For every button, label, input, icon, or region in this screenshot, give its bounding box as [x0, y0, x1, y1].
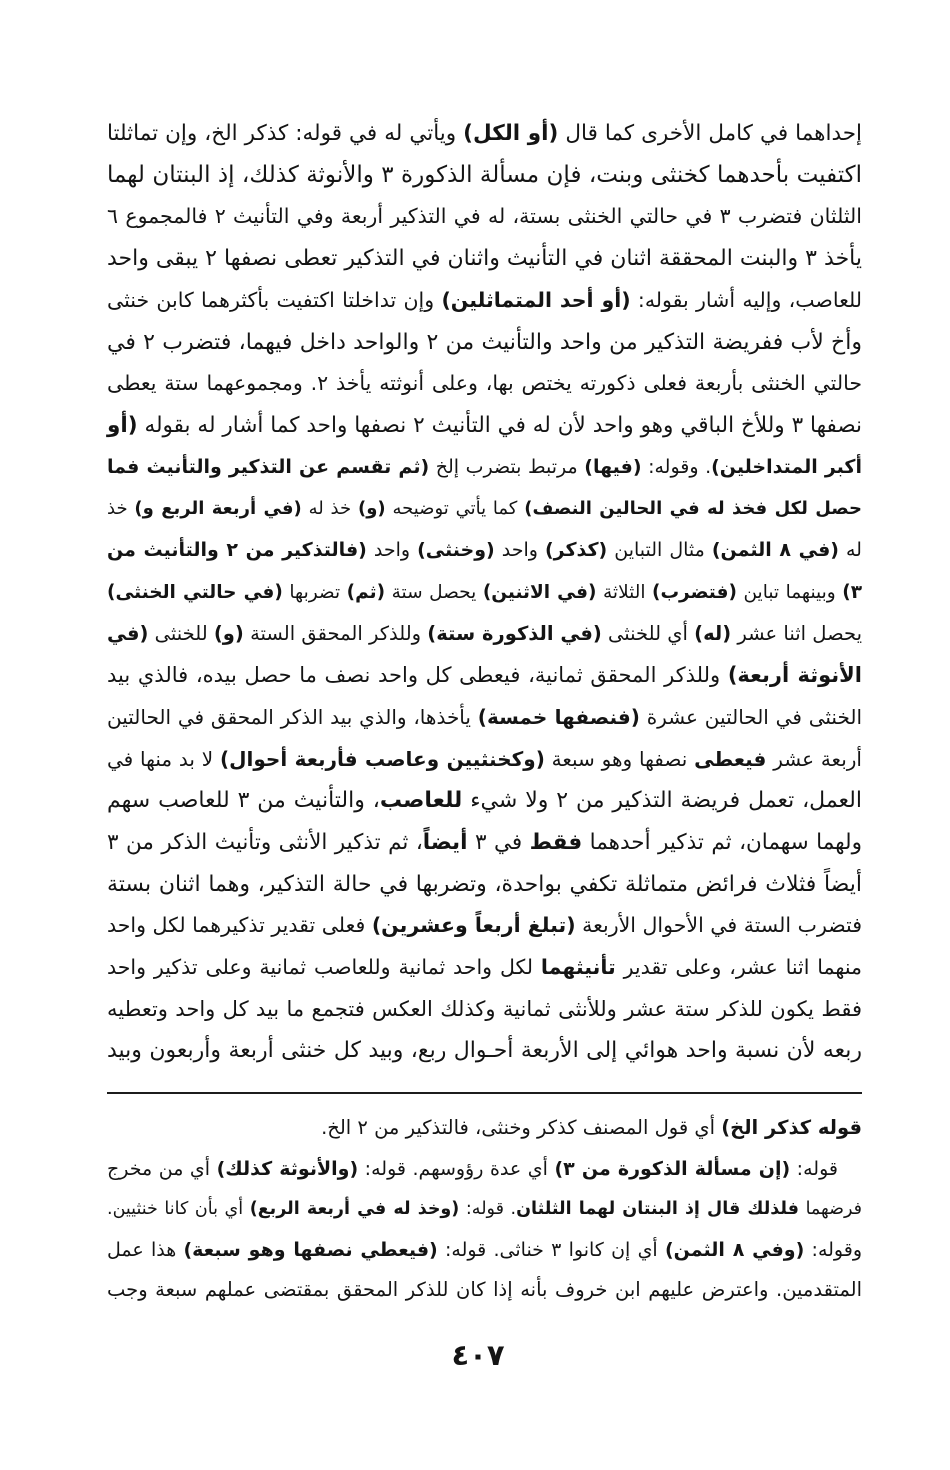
text-segment: فرضهما [798, 1199, 862, 1219]
bold-text-segment: فلذلك قال إذ البنتان لهما الثلثان [516, 1199, 799, 1219]
bold-text-segment: (في أربعة الربع و) [134, 498, 302, 520]
bold-text-segment: (ثم) [346, 581, 386, 603]
text-segment: وبينهما تباين [736, 581, 843, 603]
main-text-line [107, 780, 862, 822]
text-segment: أي للخنثى [601, 622, 695, 646]
bold-text-segment: أيضاً [422, 829, 468, 855]
main-text-line [107, 405, 862, 447]
text-segment: خذ [107, 498, 135, 520]
main-text-line [107, 322, 862, 364]
bold-text-segment: (وفي ٨ الثمن) [664, 1238, 805, 1261]
bold-text-segment: تأنيثهما [540, 955, 616, 980]
footnotes-block [107, 1108, 862, 1311]
text-segment: ربعه لأن نسبة واحد هوائي إلى الأربعة أحـوال ربع، وبيد كل خنثى أربعة وأربعون وبيد [107, 1038, 862, 1064]
bold-text-segment: ٣) [842, 581, 863, 603]
main-text-line [107, 1030, 862, 1072]
text-segment: للعاصب، وإليه أشار بقوله: [630, 287, 862, 312]
bold-text-segment: (إن مسألة الذكورة من ٣) [554, 1157, 791, 1180]
bold-text-segment: (تبلغ أربعاً وعشرين) [371, 913, 576, 938]
text-segment: الثلاثة [596, 581, 653, 603]
text-segment: واحد [494, 539, 545, 562]
text-segment: أي قول المصنف كذكر وخنثى، فالتذكير من ٢ الخ. [321, 1116, 722, 1139]
main-text-line [107, 739, 862, 781]
bold-text-segment: (أو أحد المتماثلين) [441, 287, 631, 312]
text-segment: إحداهما في كامل الأخرى كما قال [558, 121, 862, 146]
text-segment: وقوله: [804, 1238, 863, 1261]
bold-text-segment: قوله كذكر الخ) [721, 1116, 862, 1139]
text-segment: ، ثم تذكير الأنثى وتأنيث الذكر من ٣ [107, 829, 423, 855]
main-text-line [107, 113, 862, 155]
page-number: ٤٠٧ [451, 1338, 505, 1372]
bold-text-segment: (و) [213, 622, 244, 646]
text-segment: قوله: [790, 1157, 838, 1180]
text-segment: هذا عمل [107, 1238, 184, 1261]
bold-text-segment: (ثم تقسم عن التذكير والتأنيث فما [107, 455, 430, 478]
footnote-line [107, 1270, 862, 1311]
footnote-line [107, 1230, 862, 1271]
main-text-line [107, 947, 862, 989]
text-segment: له [838, 539, 862, 562]
bold-text-segment: (في حالتي الخنثى) [107, 581, 283, 603]
main-text-line [107, 613, 862, 655]
main-text-line [107, 572, 862, 614]
text-segment: فقط يكون للذكر ستة عشر وللأنثى ثمانية وكذلك العكس فتجمع ما بيد كل واحد وتعطيه [107, 996, 862, 1021]
bold-text-segment: (أو الكل) [463, 121, 559, 146]
text-segment: خذ له [301, 498, 358, 520]
text-segment: أربعة عشر [766, 746, 862, 771]
bold-text-segment: حصل لكل فخذ له في الحالين النصف) [524, 498, 863, 520]
bold-text-segment: (في ٨ الثمن) [711, 539, 839, 562]
main-text-line [107, 697, 862, 739]
text-segment: لا بد منها في [107, 746, 221, 771]
text-segment: كما يأتي توضيحه [385, 498, 525, 520]
text-segment: يأخذ ٣ والبنت المحققة اثنان في التأنيث واثنان في التذكير تعطى نصفها ٢ يبقى واحد [107, 246, 862, 272]
text-segment: لكل واحد ثمانية وللعاصب ثمانية وعلى تذكير واحد [107, 955, 541, 980]
main-text-line [107, 530, 862, 572]
bold-text-segment: (والأنوثة كذلك) [216, 1157, 359, 1180]
text-segment: ، والتأنيث من ٣ للعاصب سهم [107, 788, 380, 814]
bold-text-segment: (في الذكورة ستة) [427, 622, 602, 646]
bold-text-segment: (وخنثى) [417, 539, 495, 562]
text-segment: . قوله: [459, 1199, 517, 1219]
bold-text-segment: (فنصفها خمسة) [477, 704, 640, 729]
text-segment: للخنثى [148, 622, 214, 646]
text-segment: وللذكر المحقق الستة [243, 622, 428, 646]
text-segment: منهما اثنا عشر، وعلى تقدير [615, 955, 863, 980]
text-segment: أيضاً فثلاث فرائض متماثلة تكفي بواحدة، وتضربها في حالة التذكير، وهما اثنان بستة [107, 871, 862, 897]
text-segment: العمل، تعمل فريضة التذكير من ٢ ولا شيء [462, 788, 862, 814]
text-segment: وأخ لأب ففريضة التذكير من واحد والتأنيث من ٢ والواحد داخل فيهما، فتضرب ٢ في [107, 329, 862, 355]
text-segment: ويأتي له في قوله: كذكر الخ، وإن تماثلتا [107, 121, 464, 146]
bold-text-segment: (فيعطي نصفها وهو سبعة) [183, 1238, 438, 1261]
text-segment: يحصل اثنا عشر [731, 622, 862, 646]
text-segment: أي بأن كانا خنثيين. [107, 1199, 250, 1219]
bold-text-segment: (كذكر) [544, 539, 608, 562]
text-segment: نصفها ٣ وللأخ الباقي وهو واحد لأن له في التأنيث ٢ نصفها واحد كما أشار له بقوله [137, 412, 863, 438]
text-segment: يأخذها، والذي بيد الذكر المحقق في الحالتين [107, 704, 478, 729]
text-segment: الثلثان فتضرب ٣ في حالتي الخنثى بستة، له في التذكير أربعة وفي التأنيث ٢ فالمجموع ٦ [107, 204, 862, 229]
main-text-line [107, 488, 862, 530]
text-segment: أي إن كانوا ٣ خناثى. قوله: [437, 1238, 665, 1261]
footnote-line [107, 1189, 862, 1230]
bold-text-segment: (وكخنثيين وعاصب فأربعة أحوال) [220, 746, 545, 771]
text-segment: يحصل ستة [385, 581, 483, 603]
bold-text-segment: (وخذ له في أربعة الربع) [249, 1199, 460, 1219]
text-segment: فعلى تقدير تذكيرهما لكل واحد [107, 913, 372, 938]
main-text-line [107, 155, 862, 197]
bold-text-segment: (و) [357, 498, 386, 520]
main-text-line [107, 238, 862, 280]
bold-text-segment: (فتضرب) [652, 581, 737, 603]
text-segment: أي عدة رؤوسهم. قوله: [358, 1157, 555, 1180]
text-segment: الخنثى في الحالتين عشرة [639, 704, 863, 729]
footnote-line [107, 1149, 862, 1190]
footnote-line [107, 1108, 862, 1149]
bold-text-segment: أكبر المتداخلين) [711, 455, 862, 478]
bold-text-segment: (له) [694, 622, 732, 646]
text-segment: حالتي الخنثى بأربعة فعلى ذكورته يختص بها، وعلى أنوثته يأخذ ٢. ومجموعهما ستة يعطى [107, 371, 862, 396]
main-text-line [107, 864, 862, 906]
text-segment: . وقوله: [641, 455, 712, 478]
main-text-line [107, 363, 862, 405]
footnote-separator-rule [107, 1092, 862, 1094]
main-text-line [107, 905, 862, 947]
bold-text-segment: (في [107, 622, 149, 646]
main-text-line [107, 822, 862, 864]
bold-text-segment: للعاصب [379, 788, 463, 814]
text-segment: فتضرب الستة في الأحوال الأربعة [575, 913, 863, 938]
main-text-line [107, 196, 862, 238]
bold-text-segment: (أو [107, 412, 138, 438]
bold-text-segment: فقط [529, 829, 583, 855]
bold-text-segment: الأنوثة أربعة) [727, 663, 862, 688]
text-segment: المتقدمين. واعترض عليهم ابن خروف بأنه إذا كان للذكر المحقق بمقتضى عملهم سبعة وجب [107, 1278, 862, 1301]
text-segment: نصفها وهو سبعة [544, 746, 695, 771]
text-segment: تضربها [282, 581, 347, 603]
text-segment: اكتفيت بأحدهما كخنثى وبنت، فإن مسألة الذكورة ٣ والأنوثة كذلك، إذ البنتان لهما [107, 161, 863, 188]
text-segment: واحد [366, 539, 418, 562]
main-text-line [107, 280, 862, 322]
text-segment: ولهما سهمان، ثم تذكير أحدهما [582, 829, 862, 855]
text-segment: وإن تداخلتا اكتفيت بأكثرهما كابن خنثى [107, 287, 442, 312]
bold-text-segment: (في الاثنين) [482, 581, 597, 603]
bold-text-segment: (فيها) [584, 455, 642, 478]
main-text-line [107, 989, 862, 1031]
main-text-line [107, 447, 862, 489]
main-text-block [107, 113, 862, 1072]
text-segment: في ٣ [467, 829, 530, 855]
text-segment: مثال التباين [607, 539, 712, 562]
main-text-line [107, 655, 862, 697]
text-segment: أي من مخرج [107, 1157, 217, 1180]
bold-text-segment: (فالتذكير من ٢ والتأنيث من [107, 539, 367, 562]
text-segment: وللذكر المحقق ثمانية، فيعطى كل واحد نصف ما حصل بيده، فالذي بيد [107, 663, 728, 688]
text-segment: مرتبط بتضرب إلخ [429, 455, 585, 478]
bold-text-segment: فيعطى [694, 746, 767, 771]
